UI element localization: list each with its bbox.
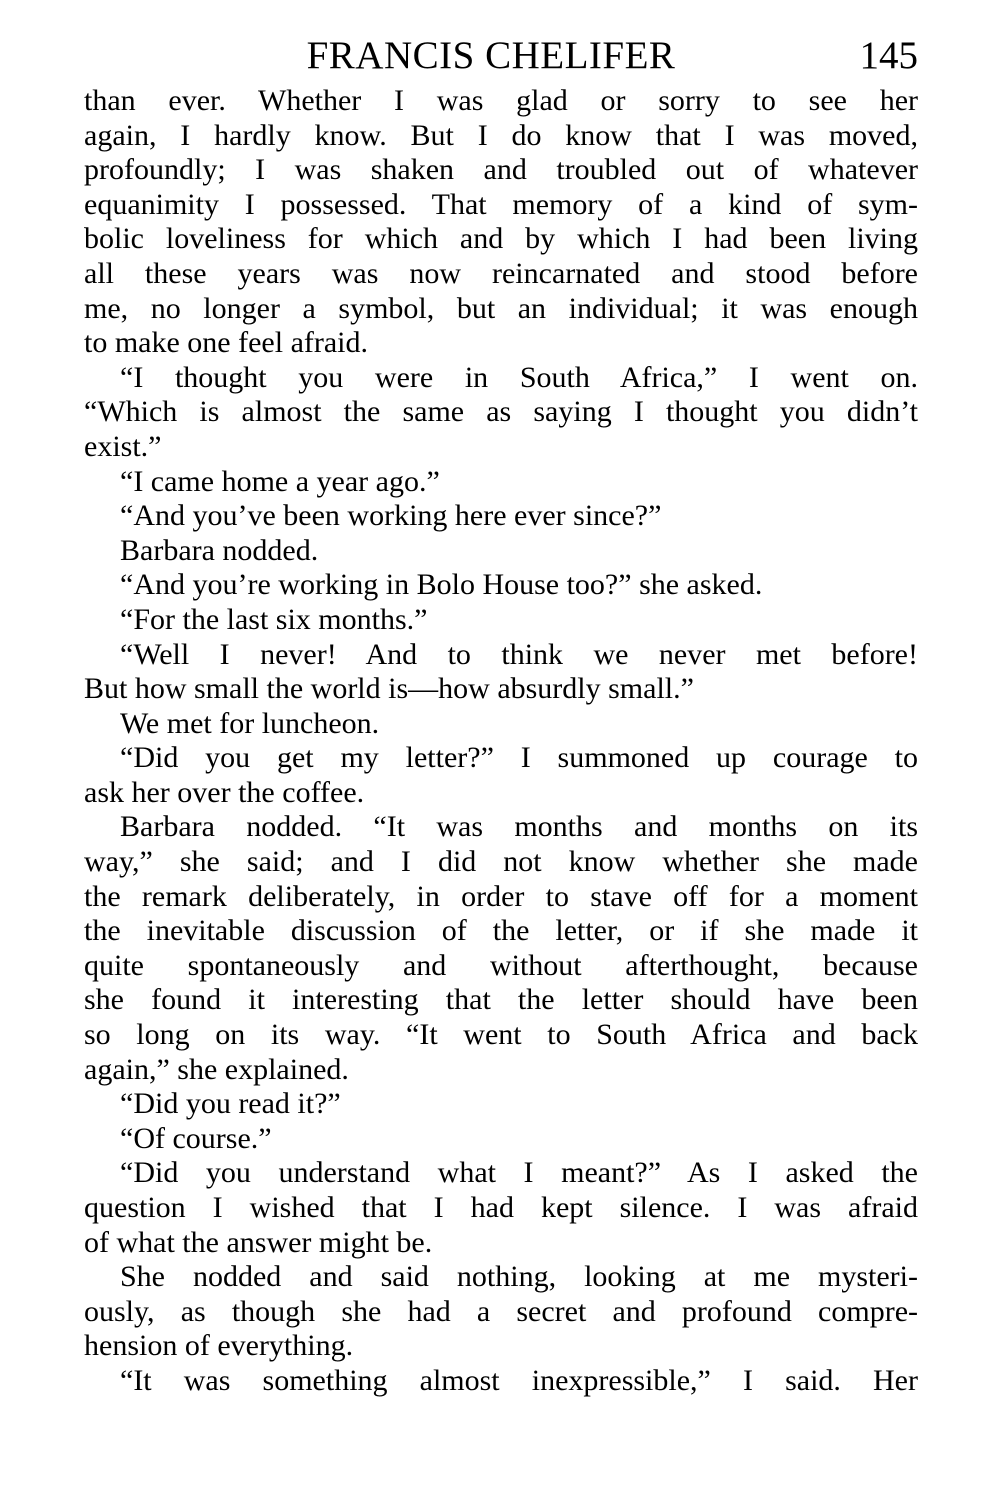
text-line: “Which is almost the same as saying I thought you didn’t [84, 395, 918, 429]
text-line: exist.” [84, 429, 162, 463]
text-line: me, no longer a symbol, but an individual; it was enough [84, 291, 918, 325]
text-line: hension of everything. [84, 1329, 354, 1363]
text-line: “And you’ve been working here ever since?” [120, 499, 662, 533]
text-line: all these years was now reincarnated and stood before [84, 256, 918, 290]
text-line: bolic loveliness for which and by which I had been living [84, 222, 918, 256]
book-page [84, 28, 918, 1399]
text-line: But how small the world is—how absurdly small.” [84, 672, 694, 706]
running-head [84, 28, 918, 84]
text-line: again, I hardly know. But I do know that I was moved, [84, 118, 918, 152]
text-line: so long on its way. “It went to South Africa and back [84, 1018, 918, 1052]
text-line: of what the answer might be. [84, 1225, 433, 1259]
text-line: ask her over the coffee. [84, 775, 365, 809]
text-line: to make one feel afraid. [84, 326, 369, 360]
text-line: ously, as though she had a secret and profound compre- [84, 1294, 918, 1328]
text-line: “I thought you were in South Africa,” I went on. [120, 360, 918, 394]
text-line: question I wished that I had kept silence. I was afraid [84, 1191, 918, 1224]
text-line: Barbara nodded. [120, 533, 319, 567]
text-line: “Did you read it?” [120, 1087, 341, 1121]
page-number: 145 [859, 34, 918, 77]
text-line: “Of course.” [120, 1121, 272, 1155]
text-line: profoundly; I was shaken and troubled out of whatever [84, 153, 918, 187]
running-title: FRANCIS CHELIFER [306, 34, 676, 77]
text-line: “It was something almost inexpressible,” I said. Her [120, 1363, 918, 1397]
text-line: way,” she said; and I did not know whether she made [84, 845, 918, 879]
text-line: the remark deliberately, in order to stave off for a moment [84, 879, 918, 913]
body-text [84, 84, 918, 1399]
text-line: “And you’re working in Bolo House too?” she asked. [120, 568, 763, 602]
text-line: “Well I never! And to think we never met before! [120, 637, 918, 671]
text-line: she found it interesting that the letter should have been [84, 983, 918, 1017]
text-line: We met for luncheon. [120, 706, 380, 740]
text-line: than ever. Whether I was glad or sorry to see her [84, 84, 918, 117]
text-line: Barbara nodded. “It was months and months on its [120, 810, 918, 844]
text-line: the inevitable discussion of the letter, or if she made it [84, 914, 918, 948]
text-line: “For the last six months.” [120, 602, 428, 636]
text-line: “I came home a year ago.” [120, 464, 440, 498]
text-line: She nodded and said nothing, looking at me mysteri- [120, 1260, 918, 1294]
text-line: “Did you understand what I meant?” As I asked the [120, 1156, 918, 1190]
text-line: quite spontaneously and without afterthought, because [84, 948, 918, 982]
text-line: again,” she explained. [84, 1052, 349, 1086]
text-line: equanimity I possessed. That memory of a kind of sym- [84, 187, 918, 221]
text-line: “Did you get my letter?” I summoned up courage to [120, 741, 918, 775]
